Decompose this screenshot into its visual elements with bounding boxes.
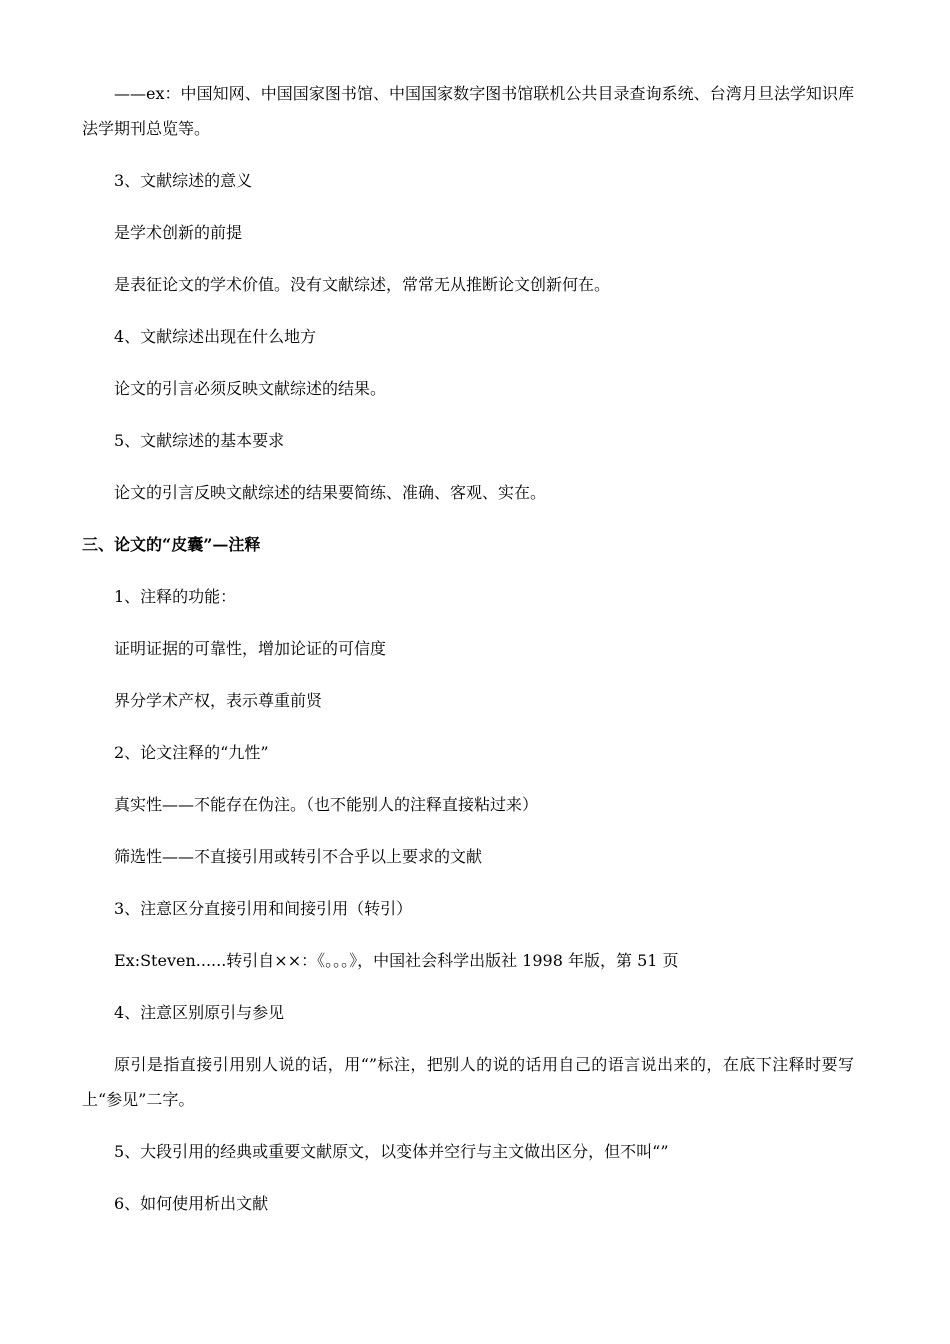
paragraph-introduction-reflects: 论文的引言必须反映文献综述的结果。	[114, 379, 387, 398]
section-heading-annotation: 三、论文的“皮囊”—注释	[82, 535, 261, 554]
paragraph-citation-example: Ex:Steven......转引自××：《。。。》，中国社会科学出版社 1998 年版，第 51 页	[114, 951, 679, 970]
paragraph-property-rights: 界分学术产权，表示尊重前贤	[114, 691, 323, 710]
paragraph-review-significance-heading: 3、文献综述的意义	[114, 171, 253, 190]
paragraph-nine-properties-heading: 2、论文注释的“九性”	[114, 743, 269, 762]
paragraph-long-quotation: 5、大段引用的经典或重要文献原文，以变体并空行与主文做出区分，但不叫“”	[114, 1142, 669, 1161]
paragraph-original-reference-heading: 4、注意区别原引与参见	[114, 1003, 285, 1022]
paragraph-original-reference-detail: 原引是指直接引用别人说的话，用“”标注，把别人的说的话用自己的语言说出来的，在底下注释时要写上“参见”二字。	[82, 1055, 854, 1109]
paragraph-authenticity: 真实性——不能存在伪注。（也不能别人的注释直接粘过来）	[114, 795, 539, 814]
paragraph-requirements-detail: 论文的引言反映文献综述的结果要简练、准确、客观、实在。	[114, 483, 547, 502]
paragraph-direct-indirect-heading: 3、注意区分直接引用和间接引用（转引）	[114, 899, 413, 918]
paragraph-basic-requirements-heading: 5、文献综述的基本要求	[114, 431, 285, 450]
paragraph-academic-value: 是表征论文的学术价值。没有文献综述，常常无从推断论文创新何在。	[114, 275, 611, 294]
paragraph-review-location-heading: 4、文献综述出现在什么地方	[114, 327, 317, 346]
paragraph-extracted-literature-heading: 6、如何使用析出文献	[114, 1194, 269, 1213]
paragraph-selectivity: 筛选性——不直接引用或转引不合乎以上要求的文献	[114, 847, 483, 866]
paragraph-annotation-function-heading: 1、注释的功能：	[114, 587, 237, 606]
paragraph-innovation-premise: 是学术创新的前提	[114, 223, 243, 242]
paragraph-reliability: 证明证据的可靠性，增加论证的可信度	[114, 639, 387, 658]
paragraph-database-examples: ——ex：中国知网、中国国家图书馆、中国国家数字图书馆联机公共目录查询系统、台湾月旦法学知识库法学期刊总览等。	[82, 84, 854, 138]
